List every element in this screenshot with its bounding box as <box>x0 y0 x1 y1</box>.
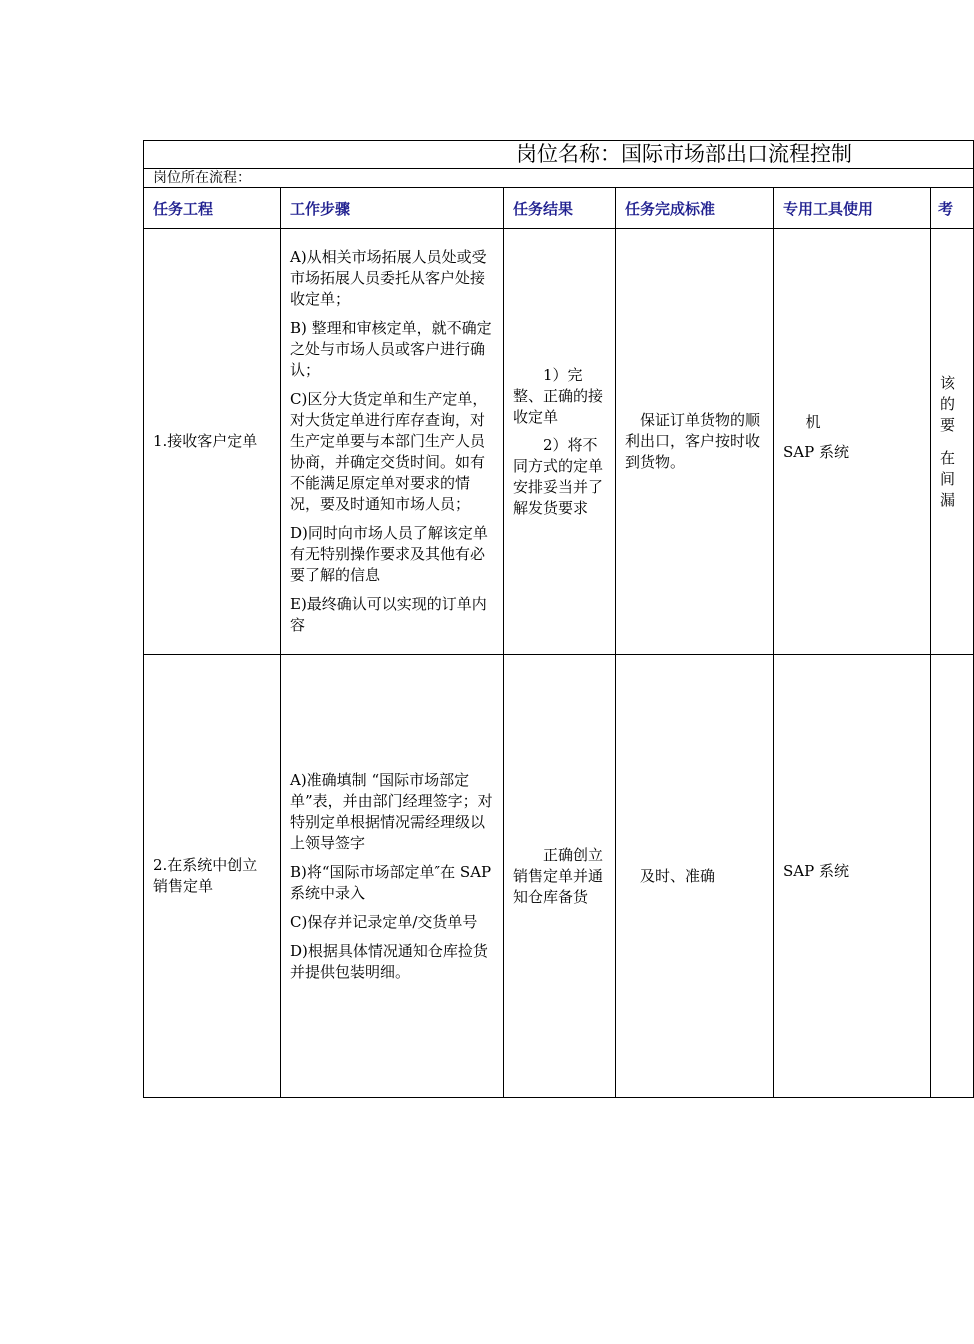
step-item: A)准确填制 “国际市场部定单”表，并由部门经理签字；对特别定单根据情况需经理级以上领导签字 <box>290 770 493 852</box>
assessment-fragment: 漏 <box>940 490 956 509</box>
assessment-fragment: 的 <box>940 394 956 413</box>
tool-item: 机 <box>805 412 821 431</box>
assessment-fragment: 要 <box>940 415 956 434</box>
tools-cell <box>774 229 931 655</box>
standard-text: 及时、准确 <box>640 866 716 885</box>
header-assessment: 考 <box>931 188 974 229</box>
standard-cell <box>616 655 774 1098</box>
step-item: B) 整理和审核定单，就不确定之处与市场人员或客户进行确认； <box>290 319 492 379</box>
table-row <box>144 229 974 655</box>
step-item: C)保存并记录定单/交货单号 <box>290 912 478 931</box>
tool-item: SAP 系统 <box>783 442 849 461</box>
assessment-cell <box>931 655 974 1098</box>
header-steps: 工作步骤 <box>281 188 504 229</box>
header-result: 任务结果 <box>504 188 616 229</box>
step-item: E)最终确认可以实现的订单内容 <box>290 595 487 634</box>
table-row <box>144 655 974 1098</box>
header-row <box>144 188 974 229</box>
steps-cell <box>281 229 504 655</box>
assessment-fragment: 在 <box>940 448 956 467</box>
result-item: 正确创立销售定单并通知仓库备货 <box>513 845 604 906</box>
result-item: 2）将不同方式的定单安排妥当并了解发货要求 <box>513 435 604 517</box>
page-title: 岗位名称：国际市场部出口流程控制 <box>144 141 974 169</box>
result-cell <box>504 229 616 655</box>
tools-cell <box>774 655 931 1098</box>
job-description-table <box>143 140 974 1098</box>
standard-text: 保证订单货物的顺利出口，客户按时收到货物。 <box>625 411 761 471</box>
assessment-fragment: 间 <box>940 469 956 488</box>
tool-item: SAP 系统 <box>783 862 849 880</box>
standard-cell <box>616 229 774 655</box>
step-item: A)从相关市场拓展人员处或受市场拓展人员委托从客户处接收定单； <box>290 248 487 308</box>
header-standard: 任务完成标准 <box>616 188 774 229</box>
header-tools: 专用工具使用 <box>774 188 931 229</box>
header-task: 任务工程 <box>144 188 281 229</box>
steps-cell <box>281 655 504 1098</box>
step-item: D)同时向市场人员了解该定单有无特别操作要求及其他有必要了解的信息 <box>290 524 488 584</box>
task-cell: 2.在系统中创立销售定单 <box>144 655 281 1098</box>
step-item: C)区分大货定单和生产定单，对大货定单进行库存查询，对生产定单要与本部门生产人员协商，并确定交货时间。如有不能满足原定单对要求的情况，要及时通知市场人员； <box>290 390 488 513</box>
task-cell: 1.接收客户定单 <box>144 229 281 655</box>
step-item: D)根据具体情况通知仓库捡货并提供包装明细。 <box>290 941 488 981</box>
step-item: B)将“国际市场部定单″在 SAP 系统中录入 <box>290 862 492 902</box>
result-item: 1）完整、正确的接收定单 <box>513 365 604 426</box>
assessment-cell <box>931 229 974 655</box>
result-cell <box>504 655 616 1098</box>
process-label: 岗位所在流程： <box>144 169 974 188</box>
assessment-fragment: 该 <box>940 373 956 392</box>
